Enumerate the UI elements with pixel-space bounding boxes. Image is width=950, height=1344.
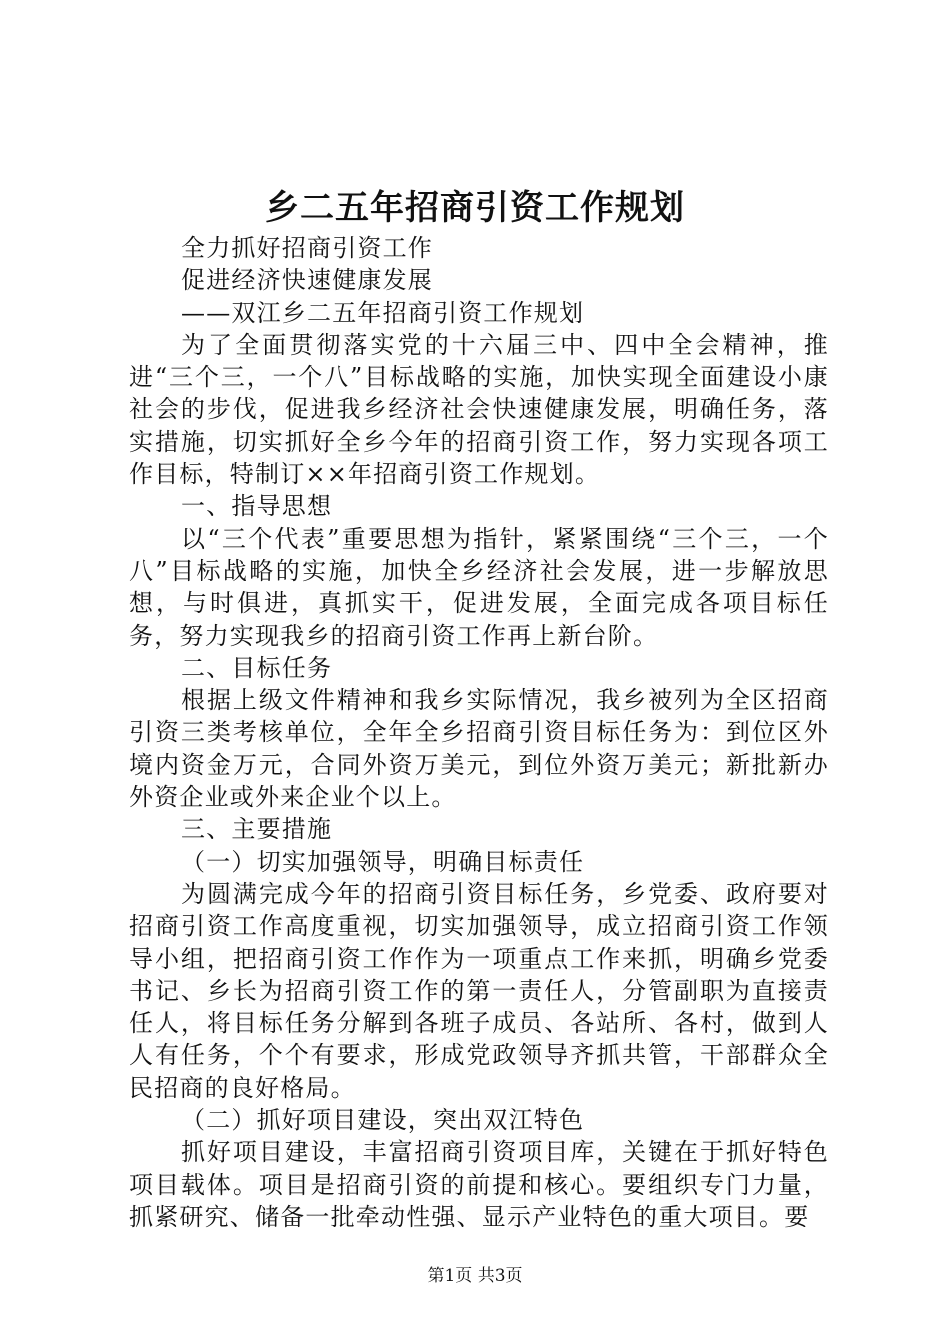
subtitle-line: 全力抓好招商引资工作	[181, 234, 433, 262]
page-number-footer: 第1页 共3页	[427, 1266, 523, 1286]
body-paragraph: 以“三个代表”重要思想为指针，紧紧围绕“三个三，一个八”目标战略的实施，加快全乡经济社会发展，进一步解放思想，与时俱进，真抓实干，促进发展，全面完成各项目标任务，努力实现我乡的招商引资工作再上新台阶。	[129, 524, 829, 650]
section-heading: 二、目标任务	[181, 653, 333, 682]
document-title: 乡二五年招商引资工作规划	[265, 188, 685, 228]
section-heading: 三、主要措施	[181, 815, 333, 844]
body-paragraph: 抓好项目建设，丰富招商引资项目库，关键在于抓好特色项目载体。项目是招商引资的前提和核心。要组织专门力量，抓紧研究、储备一批牵动性强、显示产业特色的重大项目。要	[129, 1138, 829, 1231]
section-heading: 一、指导思想	[181, 492, 333, 521]
body-paragraph: 根据上级文件精神和我乡实际情况，我乡被列为全区招商引资三类考核单位，全年全乡招商引资目标任务为：到位区外境内资金万元，合同外资万美元，到位外资万美元；新批新办外资企业或外来企业个以上。	[129, 686, 829, 812]
body-paragraph: 为了全面贯彻落实党的十六届三中、四中全会精神，推进“三个三，一个八”目标战略的实施，加快实现全面建设小康社会的步伐，促进我乡经济社会快速健康发展，明确任务，落实措施，切实抓好全乡今年的招商引资工作，努力实现各项工作目标，特制订××年招商引资工作规划。	[129, 330, 829, 489]
body-paragraph: 为圆满完成今年的招商引资目标任务，乡党委、政府要对招商引资工作高度重视，切实加强领导，成立招商引资工作领导小组，把招商引资工作作为一项重点工作来抓，明确乡党委书记、乡长为招商引资工作的第一责任人，分管副职为直接责任人，将目标任务分解到各班子成员、各站所、各村，做到人人有任务，个个有要求，形成党政领导齐抓共管，干部群众全民招商的良好格局。	[129, 879, 829, 1102]
document-body	[129, 232, 829, 1233]
subsection-heading: （二）抓好项目建设，突出双江特色	[181, 1106, 585, 1135]
subtitle-line: 促进经济快速健康发展	[181, 266, 433, 295]
subsection-heading: （一）切实加强领导，明确目标责任	[181, 847, 585, 876]
subtitle-line: ——双江乡二五年招商引资工作规划	[181, 298, 585, 327]
